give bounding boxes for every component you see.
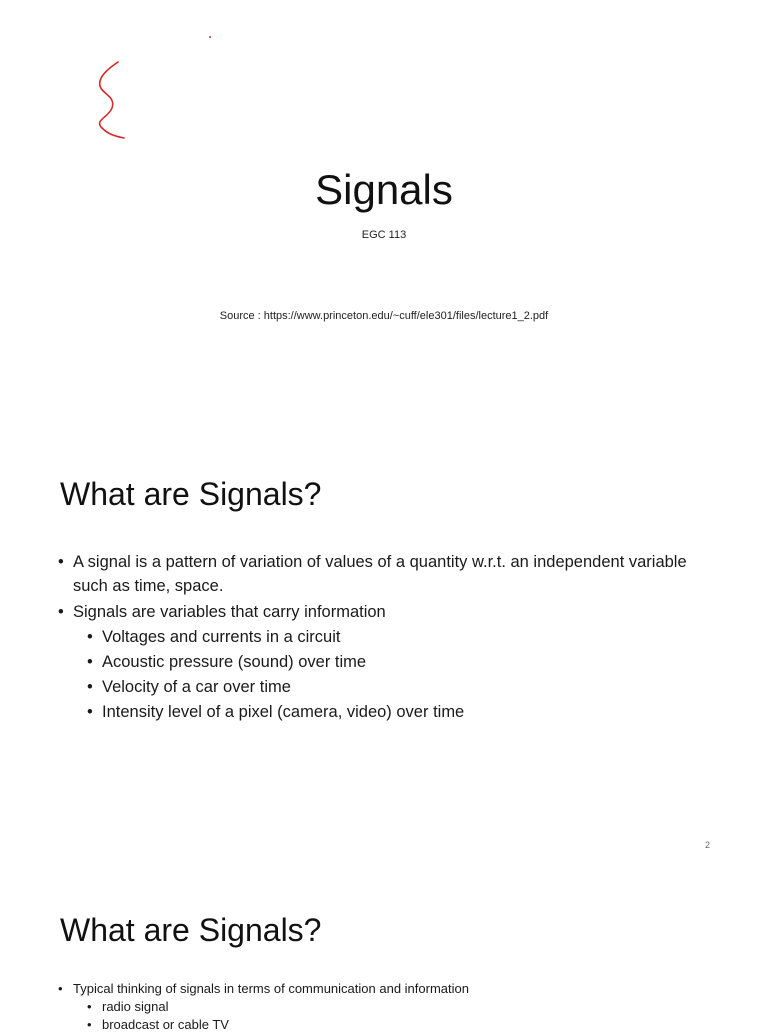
bullet-item: • A signal is a pattern of variation of values of a quantity w.r.t. an independent variable such as time, space. — [58, 550, 698, 598]
sub-bullet-item: • broadcast or cable TV — [87, 1016, 698, 1033]
sub-bullet-item: • Acoustic pressure (sound) over time — [87, 650, 698, 674]
bullet-item: • Typical thinking of signals in terms of communication and information — [58, 980, 698, 997]
page-number: 2 — [704, 840, 710, 850]
sub-bullet-item: • Intensity level of a pixel (camera, video) over time — [87, 700, 698, 724]
slide-title — [0, 0, 768, 430]
slide-heading: What are Signals? — [60, 476, 322, 512]
bullet-list — [58, 980, 698, 1034]
slide-title-text: Signals — [315, 166, 453, 213]
slide-what-are-signals-2 — [0, 860, 768, 1032]
course-code: EGC 113 — [361, 229, 407, 241]
sub-bullet-item: • Voltages and currents in a circuit — [87, 625, 698, 649]
ink-dot-annotation — [209, 36, 211, 38]
slide-what-are-signals-1 — [0, 430, 768, 860]
slide-heading: What are Signals? — [60, 912, 322, 948]
sub-bullet-item: • radio signal — [87, 998, 698, 1015]
bullet-list — [58, 550, 698, 725]
source-citation: Source : https://www.princeton.edu/~cuff/ele301/files/lecture1_2.pdf — [219, 310, 549, 322]
bullet-item: • Signals are variables that carry information — [58, 600, 698, 624]
handwritten-squiggle-annotation — [88, 56, 138, 146]
sub-bullet-item: • Velocity of a car over time — [87, 675, 698, 699]
